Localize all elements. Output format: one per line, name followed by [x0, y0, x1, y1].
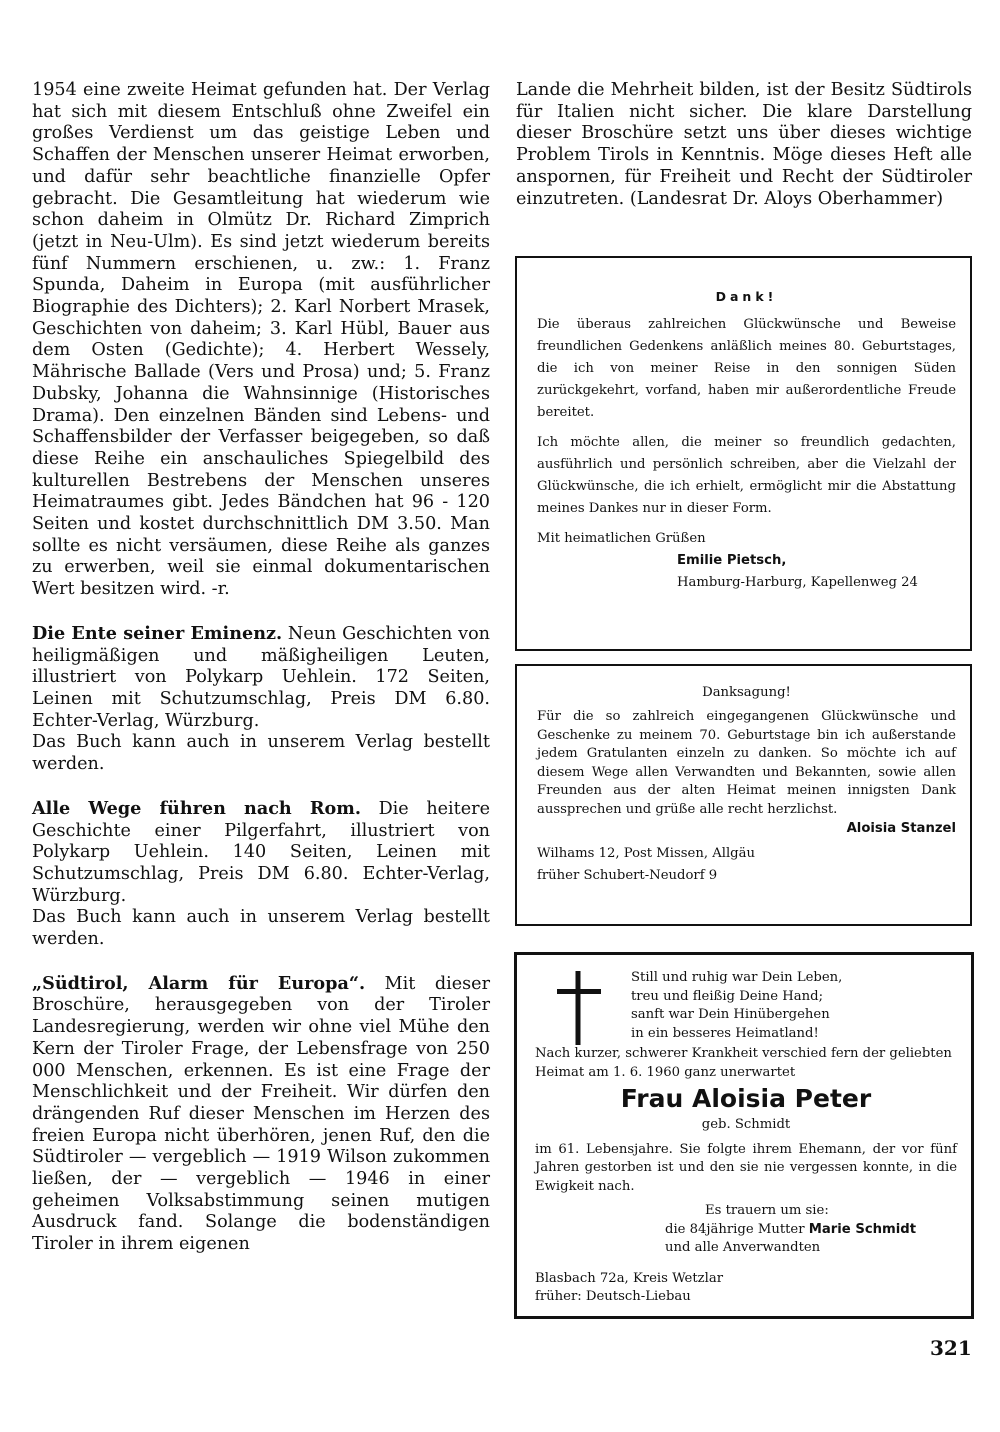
- poem-line: treu und fleißig Deine Hand;: [631, 988, 824, 1004]
- obituary-notice: [514, 952, 974, 1319]
- page-number: 321: [930, 1336, 972, 1360]
- book-description: Neun Geschichten von heiligmäßigen und mäßigheiligen Leuten, illustriert von Polykarp Uehlein. 172 Seiten, Leinen mit Schutzumschlag, Preis DM 6.80. Echter-Verlag, Würzburg.: [32, 623, 490, 731]
- book-review-suedtirol: [32, 973, 490, 1256]
- notice-danksagung: [515, 664, 972, 926]
- notice-paragraph: Die überaus zahlreichen Glückwünsche und Beweise freundlichen Gedenkens anläßlich meines 80. Geburtstages, die ich von meiner Reise in den sonnigen Süden zurückgekehrt, vorfand, haben mir außerordentliche Freude bereitet.: [537, 317, 956, 420]
- mourner-name: Marie Schmidt: [808, 1221, 917, 1237]
- obituary-details: im 61. Lebensjahre. Sie folgte ihrem Ehemann, der vor fünf Jahren gestorben ist und den sie nie vergessen konnte, in die Ewigkeit nach.: [535, 1141, 957, 1194]
- book-review-ente: [32, 623, 490, 776]
- mourners-block: [535, 1202, 957, 1258]
- mourner-relation: die 84jährige Mutter: [665, 1221, 809, 1237]
- notice-paragraph: Ich möchte allen, die meiner so freundlich gedachten, ausführlich und persönlich schreiben, aber die Vielzahl der Glückwünsche, die ich erhielt, ermöglicht mir die Abstattung meines Dankes nur in dieser Form.: [537, 435, 956, 516]
- mourners-intro: Es trauern um sie:: [705, 1203, 829, 1218]
- book-title: Die Ente seiner Eminenz.: [32, 622, 283, 644]
- signature-address-former: früher Schubert-Neudorf 9: [537, 868, 718, 883]
- book-description: Die heitere Geschichte einer Pilgerfahrt, illustriert von Polykarp Uehlein. 140 Seiten, Leinen mit Schutzumschlag, Preis DM 6.80. Echter-Verlag, Würzburg.: [32, 798, 490, 906]
- obituary-address-former: früher: Deutsch-Liebau: [535, 1289, 691, 1304]
- mourner: und alle Anverwandten: [665, 1240, 821, 1255]
- notice-dank: [515, 256, 972, 651]
- obituary-header: [535, 969, 957, 1045]
- order-note: Das Buch kann auch in unserem Verlag bestellt werden.: [32, 907, 490, 950]
- cross-icon: [557, 971, 601, 1045]
- poem-line: sanft war Dein Hinübergehen: [631, 1007, 830, 1022]
- left-column: [32, 80, 490, 1278]
- signature-block: [537, 550, 956, 594]
- signature-name: Aloisia Stanzel: [846, 821, 956, 836]
- book-review-rom: [32, 798, 490, 951]
- book-title: Alle Wege führen nach Rom.: [32, 797, 361, 819]
- signature-address: Wilhams 12, Post Missen, Allgäu: [537, 846, 755, 861]
- article-continuation: Lande die Mehrheit bilden, ist der Besitz Südtirols für Italien nicht sicher. Die klare Darstellung dieser Broschüre setzt uns über dieses wichtige Problem Tirols in Kenntnis. Möge dieses Heft alle anspornen, für Freiheit und Recht der Südtiroler einzutreten. (Landesrat Dr. Aloys Oberhammer): [516, 80, 972, 209]
- signature-name: Emilie Pietsch,: [677, 553, 787, 568]
- article-paragraph: 1954 eine zweite Heimat gefunden hat. Der Verlag hat sich mit diesem Entschluß ohne Zweifel ein großes Verdienst um das geistige Leben und Schaffen der Menschen unserer Heimat erworben, und dafür sehr beachtliche finanzielle Opfer gebracht. Die Gesamtleitung hat wiederum wie schon daheim in Olmütz Dr. Richard Zimprich (jetzt in Neu-Ulm). Es sind jetzt wiederum bereits fünf Nummern erschienen, u. zw.: 1. Franz Spunda, Daheim in Europa (mit ausführlicher Biographie des Dichters); 2. Karl Norbert Mrasek, Geschichten von daheim; 3. Karl Hübl, Bauer aus dem Osten (Gedichte); 4. Herbert Wessely, Mährische Ballade (Vers und Prosa) und; 5. Franz Dubsky, Johanna die Wahnsinnige (Historisches Drama). Den einzelnen Bänden sind Lebens- und Schaffensbilder der Verfasser beigegeben, so daß diese Reihe ein anschauliches Spiegelbild des kulturellen Bestrebens der Menschen unseres Heimatraumes gibt. Jedes Bändchen hat 96 - 120 Seiten und kostet durchschnittlich DM 3.50. Man sollte es nicht versäumen, diese Reihe als ganzes zu erwerben, weil sie einmal dokumentarischen Wert besitzen wird. -r.: [32, 80, 490, 600]
- order-note: Das Buch kann auch in unserem Verlag bestellt werden.: [32, 732, 490, 775]
- signature-address: Hamburg-Harburg, Kapellenweg 24: [677, 575, 918, 590]
- obituary-poem: [631, 969, 842, 1043]
- deceased-birth-name: geb. Schmidt: [701, 1117, 791, 1132]
- mourner: [665, 1221, 957, 1240]
- obituary-address: Blasbach 72a, Kreis Wetzlar: [535, 1270, 723, 1286]
- right-column-text: [516, 80, 972, 210]
- notice-heading: Dank!: [715, 289, 778, 304]
- book-description: Mit dieser Broschüre, herausgegeben von der Tiroler Landesregierung, werden wir ohne viel Mühe den Kern der Tiroler Frage, der Lebensfrage von 250 000 Menschen, erkennen. Es ist eine Frage der Menschlichkeit und der Freiheit. Wir dürfen den drängenden Ruf dieser Menschen im Herzen des freien Europa nicht überhören, jenen Ruf, den die Südtiroler — vergeblich — 1919 Wilson zukommen ließen, der — vergeblich — 1946 in einer geheimen Volksabstimmung seinen mutigen Ausdruck fand. Solange die bodenständigen Tiroler in ihrem eigenen: [32, 973, 490, 1255]
- notice-paragraph: Für die so zahlreich eingegangenen Glückwünsche und Geschenke zu meinem 70. Geburtstage bin ich außerstande jedem Gratulanten einzeln zu danken. So möchte ich auf diesem Wege allen Verwandten und Bekannten, sowie allen Freunden aus der alten Heimat meinen innigsten Dank aussprechen und grüße alle recht herzlichst.: [537, 709, 956, 817]
- poem-line: in ein besseres Heimatland!: [631, 1025, 819, 1041]
- deceased-name: Frau Aloisia Peter: [620, 1084, 872, 1113]
- obituary-intro: Nach kurzer, schwerer Krankheit verschied fern der geliebten Heimat am 1. 6. 1960 ganz unerwartet: [535, 1046, 952, 1080]
- book-title: „Südtirol, Alarm für Europa“.: [32, 972, 366, 994]
- poem-line: Still und ruhig war Dein Leben,: [631, 970, 843, 985]
- notice-greeting: Mit heimatlichen Grüßen: [537, 531, 706, 546]
- notice-heading: Danksagung!: [702, 685, 791, 700]
